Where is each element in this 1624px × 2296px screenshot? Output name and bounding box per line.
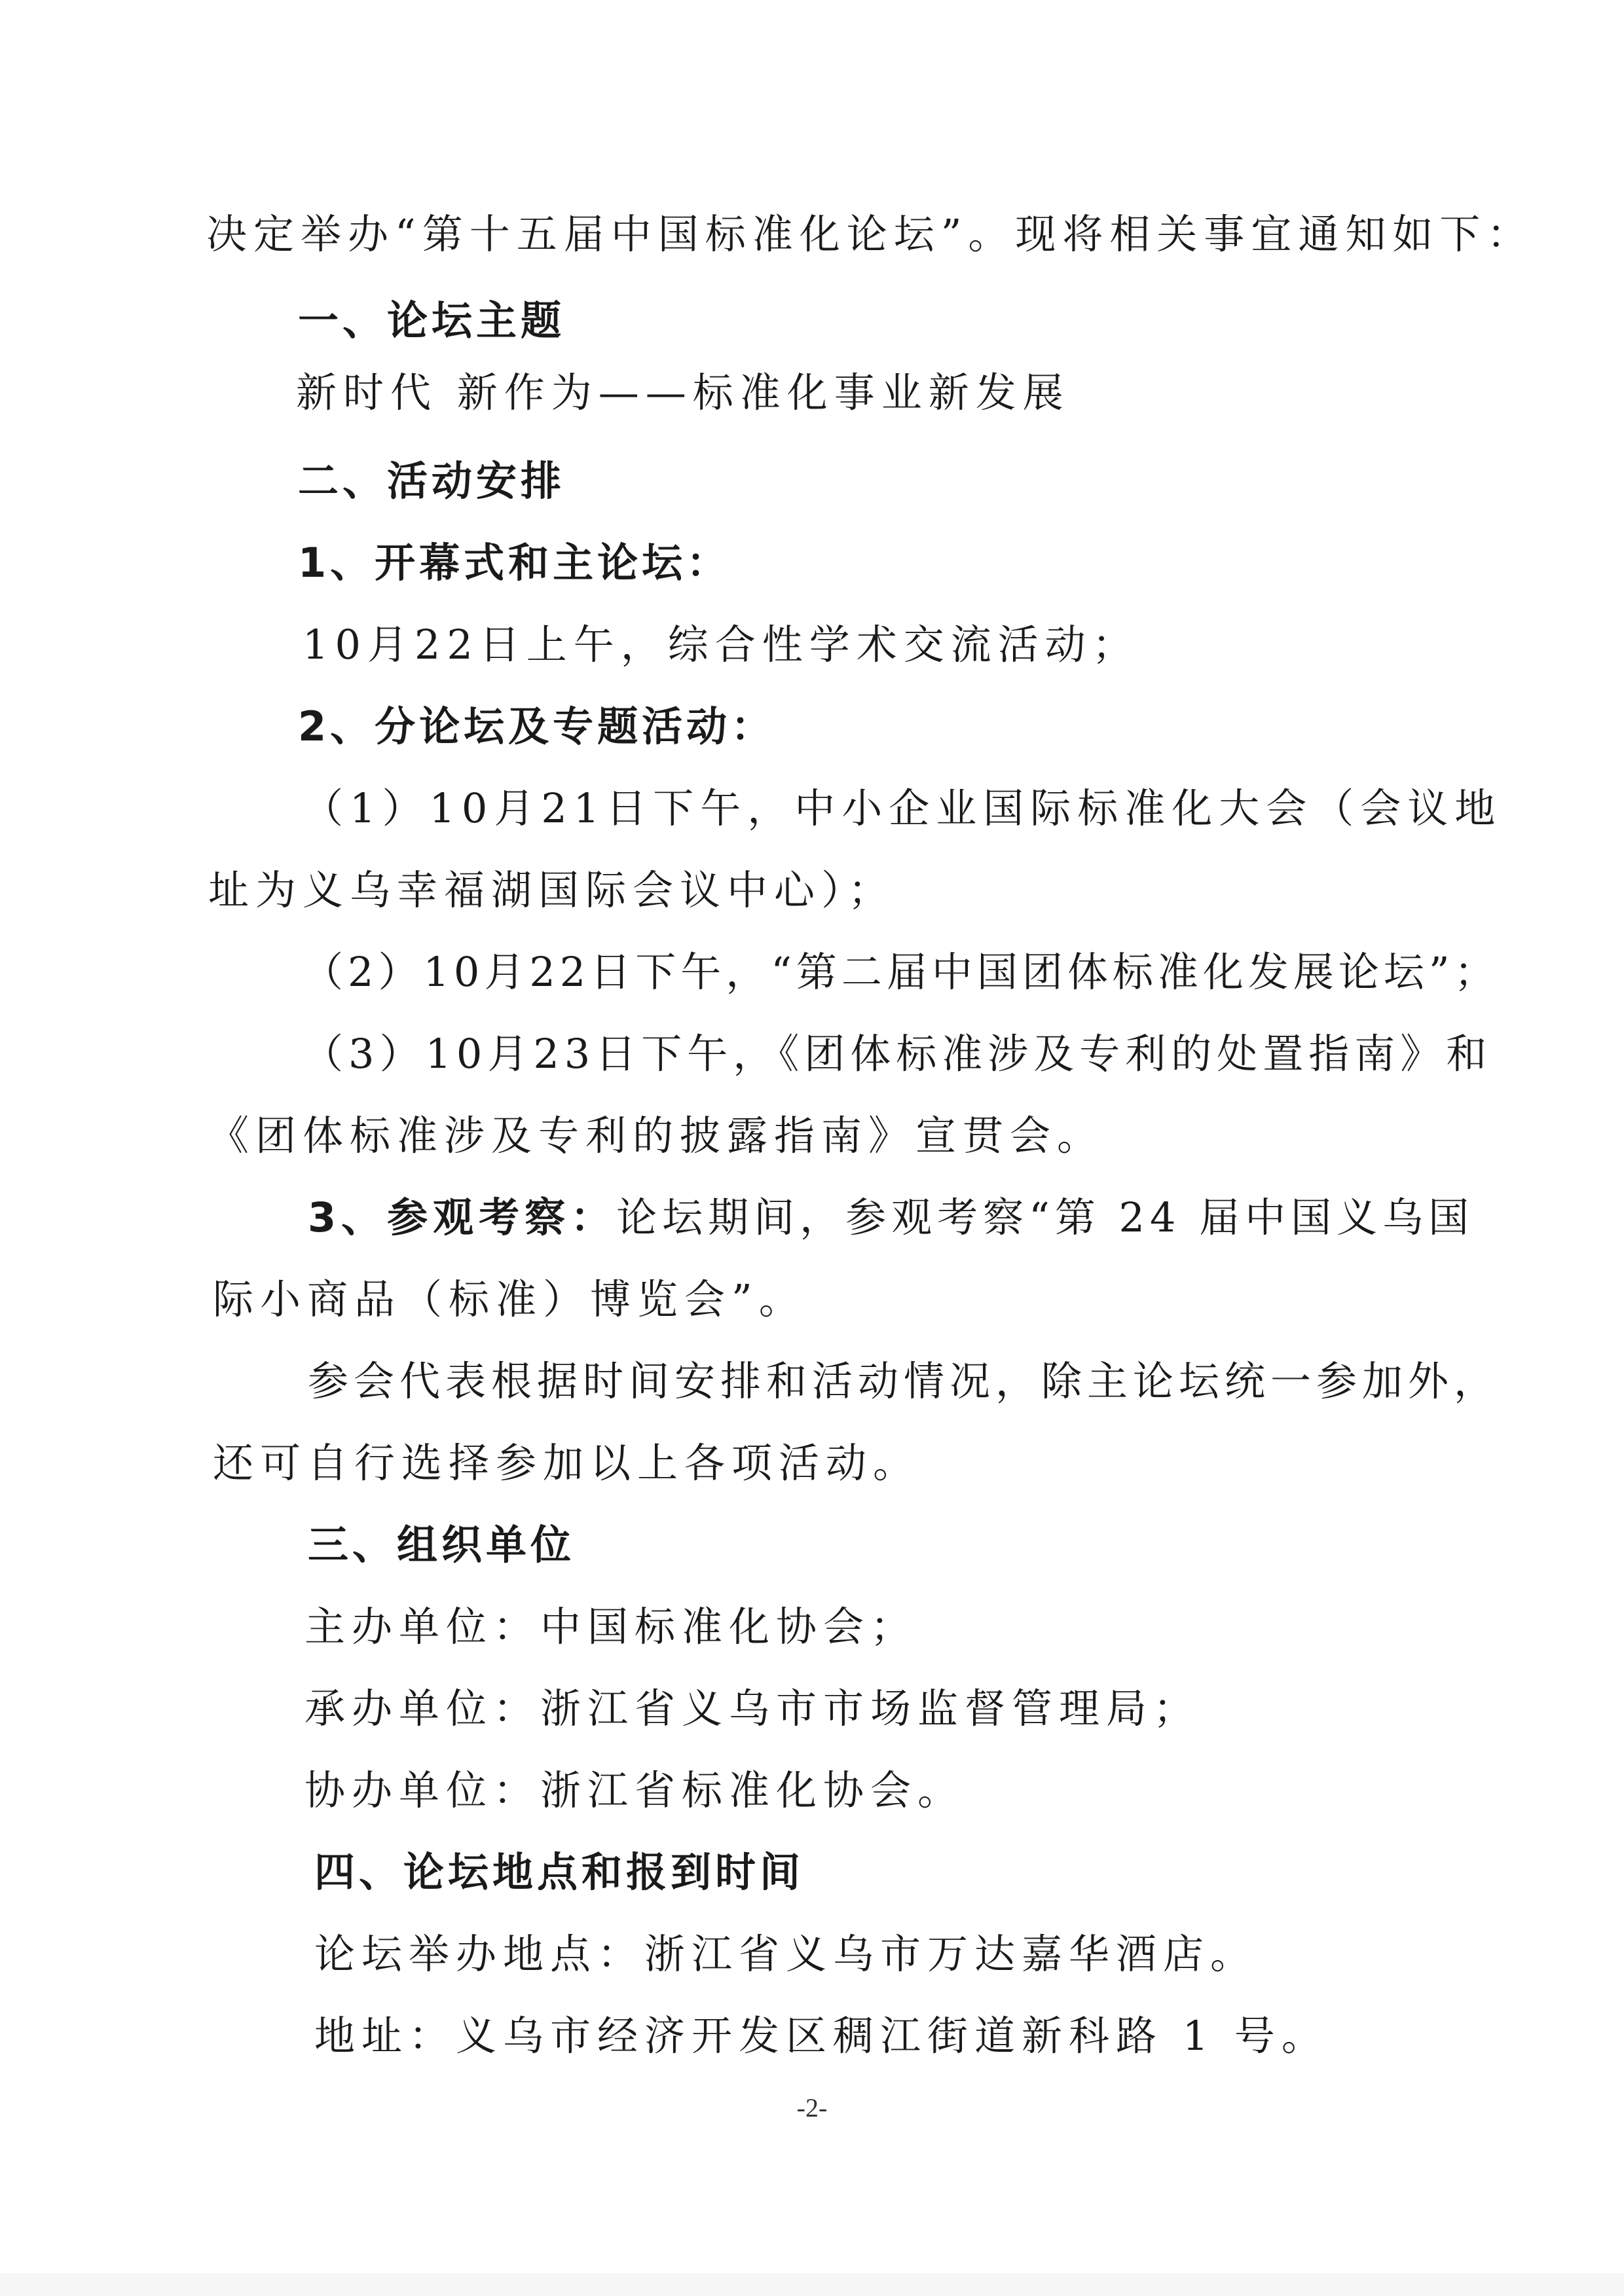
body-line-intro: 决定举办“第十五届中国标准化论坛”。现将相关事宜通知如下： (206, 210, 1534, 258)
body-line-attendance-cont: 还可自行选择参加以上各项活动。 (213, 1439, 921, 1487)
body-line-visit-cont: 际小商品（标准）博览会”。 (213, 1275, 806, 1323)
page-number: -2- (796, 2093, 828, 2123)
subheading-opening: 1、开幕式和主论坛： (298, 539, 731, 587)
body-line-host: 主办单位：中国标准化协会； (304, 1603, 918, 1650)
section-heading-organizers: 三、组织单位 (308, 1521, 576, 1569)
body-line-theme: 新时代 新作为——标准化事业新发展 (296, 369, 1070, 416)
visit-text: 论坛期间，参观考察“第 24 届中国义乌国 (616, 1194, 1475, 1241)
visit-label: 3、参观考察： (308, 1194, 617, 1241)
body-line-address: 地址：义乌市经济开发区稠江街道新科路 1 号。 (314, 2012, 1329, 2060)
body-line-item-1: （1）10月21日下午，中小企业国际标准化大会（会议地 (303, 784, 1502, 832)
body-line-item-3-cont: 《团体标准涉及专利的披露指南》宣贯会。 (208, 1112, 1105, 1159)
body-line-opening-detail: 10月22日上午，综合性学术交流活动； (303, 621, 1139, 668)
body-line-item-3: （3）10月23日下午，《团体标准涉及专利的处置指南》和 (303, 1030, 1492, 1078)
body-line-co-organizer: 协办单位：浙江省标准化协会。 (304, 1766, 965, 1814)
section-heading-activities: 二、活动安排 (298, 457, 566, 505)
body-line-item-1-cont: 址为义乌幸福湖国际会议中心）； (208, 866, 896, 914)
body-line-item-2: （2）10月22日下午，“第二届中国团体标准化发展论坛”； (303, 948, 1500, 996)
body-line-venue: 论坛举办地点：浙江省义乌市万达嘉华酒店。 (314, 1930, 1258, 1978)
section-heading-venue: 四、论坛地点和报到时间 (314, 1848, 805, 1896)
body-line-visit (308, 1192, 1474, 1244)
body-line-attendance: 参会代表根据时间安排和活动情况，除主论坛统一参加外， (308, 1357, 1500, 1405)
section-heading-forum-theme: 一、论坛主题 (298, 297, 566, 344)
scan-bottom-edge (0, 2273, 1624, 2296)
subheading-sub-forums: 2、分论坛及专题活动： (298, 702, 776, 750)
body-line-organizer: 承办单位：浙江省义乌市市场监督管理局； (304, 1685, 1201, 1732)
